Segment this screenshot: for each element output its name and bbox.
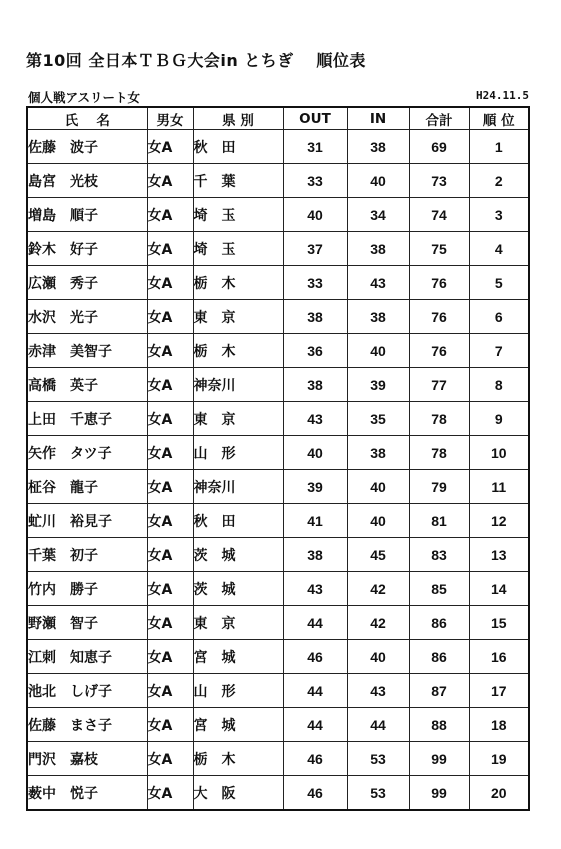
player-prefecture: 宮 城 bbox=[193, 640, 283, 674]
table-row bbox=[27, 538, 529, 572]
player-name: 広瀬 秀子 bbox=[27, 266, 147, 300]
score-total: 75 bbox=[409, 232, 469, 266]
score-out: 39 bbox=[283, 470, 347, 504]
score-in: 38 bbox=[347, 436, 409, 470]
score-in: 40 bbox=[347, 640, 409, 674]
header-sex: 男女 bbox=[147, 107, 193, 130]
player-class: 女A bbox=[147, 402, 193, 436]
score-in: 40 bbox=[347, 164, 409, 198]
player-rank: 5 bbox=[469, 266, 529, 300]
table-row bbox=[27, 300, 529, 334]
player-prefecture: 茨 城 bbox=[193, 572, 283, 606]
player-rank: 3 bbox=[469, 198, 529, 232]
player-rank: 18 bbox=[469, 708, 529, 742]
header-name: 氏 名 bbox=[27, 107, 147, 130]
player-rank: 15 bbox=[469, 606, 529, 640]
score-in: 42 bbox=[347, 606, 409, 640]
score-out: 33 bbox=[283, 266, 347, 300]
player-class: 女A bbox=[147, 232, 193, 266]
score-in: 43 bbox=[347, 674, 409, 708]
page-title: 第10回 全日本ＴＢＧ大会in とちぎ 順位表 bbox=[26, 51, 366, 70]
table-row bbox=[27, 606, 529, 640]
score-out: 43 bbox=[283, 402, 347, 436]
player-class: 女A bbox=[147, 504, 193, 538]
player-rank: 2 bbox=[469, 164, 529, 198]
score-in: 43 bbox=[347, 266, 409, 300]
results-table bbox=[26, 106, 530, 811]
table-row bbox=[27, 504, 529, 538]
player-name: 池北 しげ子 bbox=[27, 674, 147, 708]
score-total: 85 bbox=[409, 572, 469, 606]
player-prefecture: 東 京 bbox=[193, 300, 283, 334]
score-total: 76 bbox=[409, 334, 469, 368]
score-in: 39 bbox=[347, 368, 409, 402]
score-in: 53 bbox=[347, 776, 409, 811]
player-rank: 6 bbox=[469, 300, 529, 334]
table-row bbox=[27, 776, 529, 811]
player-rank: 7 bbox=[469, 334, 529, 368]
table-row bbox=[27, 708, 529, 742]
player-rank: 9 bbox=[469, 402, 529, 436]
player-prefecture: 東 京 bbox=[193, 606, 283, 640]
player-prefecture: 茨 城 bbox=[193, 538, 283, 572]
table-row bbox=[27, 640, 529, 674]
player-name: 高橋 英子 bbox=[27, 368, 147, 402]
player-prefecture: 栃 木 bbox=[193, 334, 283, 368]
player-name: 柾谷 龍子 bbox=[27, 470, 147, 504]
score-in: 40 bbox=[347, 334, 409, 368]
player-rank: 11 bbox=[469, 470, 529, 504]
player-prefecture: 山 形 bbox=[193, 436, 283, 470]
player-class: 女A bbox=[147, 674, 193, 708]
player-class: 女A bbox=[147, 130, 193, 164]
score-out: 33 bbox=[283, 164, 347, 198]
player-name: 鈴木 好子 bbox=[27, 232, 147, 266]
table-row bbox=[27, 470, 529, 504]
player-rank: 16 bbox=[469, 640, 529, 674]
player-name: 島宮 光枝 bbox=[27, 164, 147, 198]
table-row bbox=[27, 742, 529, 776]
score-in: 42 bbox=[347, 572, 409, 606]
score-in: 38 bbox=[347, 130, 409, 164]
player-name: 増島 順子 bbox=[27, 198, 147, 232]
player-rank: 13 bbox=[469, 538, 529, 572]
player-rank: 10 bbox=[469, 436, 529, 470]
player-name: 佐藤 波子 bbox=[27, 130, 147, 164]
player-prefecture: 千 葉 bbox=[193, 164, 283, 198]
player-name: 矢作 タツ子 bbox=[27, 436, 147, 470]
table-body bbox=[27, 130, 529, 811]
score-total: 86 bbox=[409, 640, 469, 674]
player-name: 野瀬 智子 bbox=[27, 606, 147, 640]
player-prefecture: 秋 田 bbox=[193, 504, 283, 538]
score-total: 78 bbox=[409, 436, 469, 470]
category-subtitle: 個人戦アスリート女 bbox=[28, 90, 141, 105]
table-row bbox=[27, 266, 529, 300]
player-prefecture: 神奈川 bbox=[193, 368, 283, 402]
table-row bbox=[27, 402, 529, 436]
score-out: 46 bbox=[283, 742, 347, 776]
player-name: 虻川 裕見子 bbox=[27, 504, 147, 538]
player-class: 女A bbox=[147, 572, 193, 606]
player-name: 水沢 光子 bbox=[27, 300, 147, 334]
player-class: 女A bbox=[147, 708, 193, 742]
player-prefecture: 山 形 bbox=[193, 674, 283, 708]
player-name: 薮中 悦子 bbox=[27, 776, 147, 811]
table-row bbox=[27, 674, 529, 708]
header-prefecture: 県 別 bbox=[193, 107, 283, 130]
score-in: 45 bbox=[347, 538, 409, 572]
table-row bbox=[27, 572, 529, 606]
player-prefecture: 宮 城 bbox=[193, 708, 283, 742]
player-class: 女A bbox=[147, 266, 193, 300]
player-prefecture: 埼 玉 bbox=[193, 198, 283, 232]
score-in: 44 bbox=[347, 708, 409, 742]
header-total: 合計 bbox=[409, 107, 469, 130]
score-total: 77 bbox=[409, 368, 469, 402]
player-name: 千葉 初子 bbox=[27, 538, 147, 572]
table-row bbox=[27, 368, 529, 402]
player-class: 女A bbox=[147, 164, 193, 198]
player-prefecture: 東 京 bbox=[193, 402, 283, 436]
score-total: 99 bbox=[409, 742, 469, 776]
player-class: 女A bbox=[147, 368, 193, 402]
table-row bbox=[27, 436, 529, 470]
header-out: OUT bbox=[283, 107, 347, 130]
score-out: 38 bbox=[283, 368, 347, 402]
player-prefecture: 神奈川 bbox=[193, 470, 283, 504]
score-out: 37 bbox=[283, 232, 347, 266]
table-row bbox=[27, 164, 529, 198]
player-class: 女A bbox=[147, 742, 193, 776]
player-rank: 12 bbox=[469, 504, 529, 538]
player-prefecture: 秋 田 bbox=[193, 130, 283, 164]
score-total: 88 bbox=[409, 708, 469, 742]
table-row bbox=[27, 232, 529, 266]
player-name: 竹内 勝子 bbox=[27, 572, 147, 606]
score-out: 43 bbox=[283, 572, 347, 606]
score-out: 44 bbox=[283, 606, 347, 640]
score-out: 46 bbox=[283, 776, 347, 811]
player-prefecture: 栃 木 bbox=[193, 742, 283, 776]
score-total: 74 bbox=[409, 198, 469, 232]
table-header bbox=[27, 107, 529, 130]
score-out: 38 bbox=[283, 300, 347, 334]
score-out: 31 bbox=[283, 130, 347, 164]
score-total: 73 bbox=[409, 164, 469, 198]
score-total: 76 bbox=[409, 266, 469, 300]
player-class: 女A bbox=[147, 198, 193, 232]
score-total: 79 bbox=[409, 470, 469, 504]
score-out: 40 bbox=[283, 436, 347, 470]
player-prefecture: 埼 玉 bbox=[193, 232, 283, 266]
score-in: 38 bbox=[347, 300, 409, 334]
player-class: 女A bbox=[147, 470, 193, 504]
score-total: 86 bbox=[409, 606, 469, 640]
player-prefecture: 栃 木 bbox=[193, 266, 283, 300]
player-class: 女A bbox=[147, 640, 193, 674]
table-row bbox=[27, 198, 529, 232]
player-rank: 14 bbox=[469, 572, 529, 606]
player-class: 女A bbox=[147, 606, 193, 640]
score-out: 46 bbox=[283, 640, 347, 674]
player-name: 佐藤 まさ子 bbox=[27, 708, 147, 742]
player-name: 江刺 知恵子 bbox=[27, 640, 147, 674]
document-date: H24.11.5 bbox=[476, 89, 529, 102]
score-out: 40 bbox=[283, 198, 347, 232]
table-row bbox=[27, 130, 529, 164]
player-name: 赤津 美智子 bbox=[27, 334, 147, 368]
table-row bbox=[27, 334, 529, 368]
score-out: 38 bbox=[283, 538, 347, 572]
score-total: 69 bbox=[409, 130, 469, 164]
player-class: 女A bbox=[147, 300, 193, 334]
player-name: 門沢 嘉枝 bbox=[27, 742, 147, 776]
score-in: 34 bbox=[347, 198, 409, 232]
score-in: 38 bbox=[347, 232, 409, 266]
score-total: 78 bbox=[409, 402, 469, 436]
score-in: 53 bbox=[347, 742, 409, 776]
score-out: 36 bbox=[283, 334, 347, 368]
header-rank: 順 位 bbox=[469, 107, 529, 130]
score-in: 40 bbox=[347, 470, 409, 504]
player-rank: 17 bbox=[469, 674, 529, 708]
player-rank: 8 bbox=[469, 368, 529, 402]
player-class: 女A bbox=[147, 538, 193, 572]
score-total: 76 bbox=[409, 300, 469, 334]
player-rank: 19 bbox=[469, 742, 529, 776]
score-in: 40 bbox=[347, 504, 409, 538]
player-class: 女A bbox=[147, 334, 193, 368]
score-out: 44 bbox=[283, 674, 347, 708]
score-out: 44 bbox=[283, 708, 347, 742]
header-in: IN bbox=[347, 107, 409, 130]
player-rank: 1 bbox=[469, 130, 529, 164]
player-class: 女A bbox=[147, 776, 193, 811]
player-prefecture: 大 阪 bbox=[193, 776, 283, 811]
player-name: 上田 千恵子 bbox=[27, 402, 147, 436]
player-rank: 4 bbox=[469, 232, 529, 266]
score-total: 87 bbox=[409, 674, 469, 708]
score-total: 83 bbox=[409, 538, 469, 572]
score-in: 35 bbox=[347, 402, 409, 436]
header-row bbox=[27, 107, 529, 130]
score-out: 41 bbox=[283, 504, 347, 538]
score-total: 99 bbox=[409, 776, 469, 811]
score-total: 81 bbox=[409, 504, 469, 538]
player-rank: 20 bbox=[469, 776, 529, 811]
player-class: 女A bbox=[147, 436, 193, 470]
